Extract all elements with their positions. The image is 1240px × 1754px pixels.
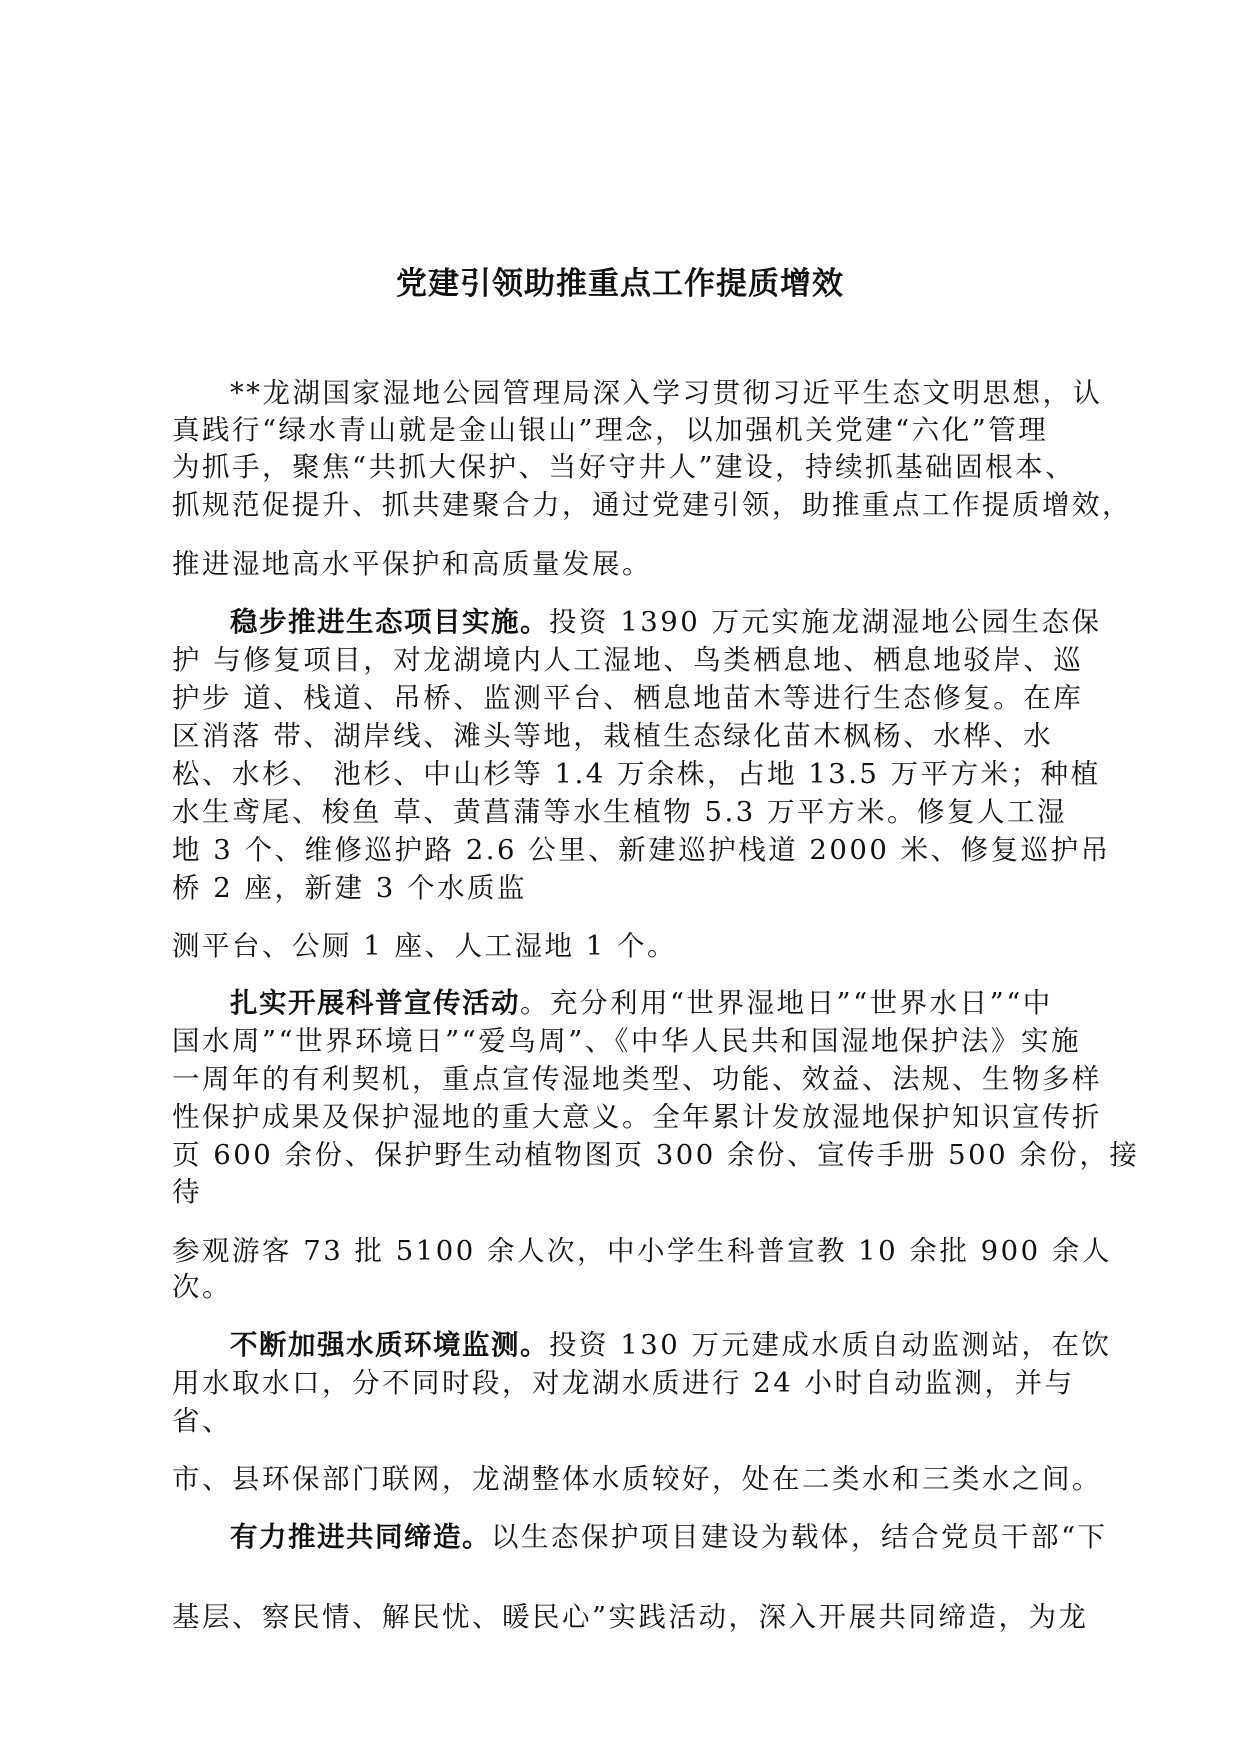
section1-line-2: 护 与修复项目，对龙湖境内人工湿地、鸟类栖息地、栖息地驳岸、巡 [172,644,1084,676]
section4-first-line [230,1520,1108,1554]
intro-line-3: 为抓手，聚焦“共抓大保护、当好守井人”建设，持续抓基础固根本、 [172,451,1076,483]
intro-line-5: 推进湿地高水平保护和高质量发展。 [172,548,652,580]
section1-line-6: 水生鸢尾、梭鱼 草、黄菖蒲等水生植物 5.3 万平方米。修复人工湿 [172,796,1067,828]
section1-line-9: 测平台、公厕 1 座、人工湿地 1 个。 [172,930,677,962]
section1-line-5: 松、水杉、 池杉、中山杉等 1.4 万余株，占地 13.5 万平方米；种植 [172,758,1101,790]
document-title: 党建引领助推重点工作提质增效 [396,266,844,302]
section4-first-line-text: 以生态保护项目建设为载体，结合党员干部“下 [491,1521,1108,1553]
section3-first-line [230,1328,1111,1362]
intro-line-1: **龙湖国家湿地公园管理局深入学习贯彻习近平生态文明思想，认 [230,377,1103,409]
section2-line-4: 性保护成果及保护湿地的重大意义。全年累计发放湿地保护知识宣传折 [172,1101,1102,1133]
section2-line-2: 国水周”“世界环境日”“爱鸟周”、《中华人民共和国湿地保护法》实施 [172,1025,1082,1057]
section1-first-line [230,605,1101,639]
section1-heading: 稳步推进生态项目实施。 [230,606,549,638]
section2-line-8: 次。 [172,1271,232,1303]
section1-line-4: 区消落 带、湖岸线、滩头等地，栽植生态绿化苗木枫杨、水桦、水 [172,720,1054,752]
intro-line-2: 真践行“绿水青山就是金山银山”理念，以加强机关党建“六化”管理 [172,414,1049,446]
section4-heading: 有力推进共同缔造。 [230,1521,491,1553]
section2-line-3: 一周年的有利契机，重点宣传湿地类型、功能、效益、法规、生物多样 [172,1063,1102,1095]
section2-heading: 扎实开展科普宣传活动 [230,987,520,1019]
section2-first-line [230,986,1053,1020]
intro-line-4: 抓规范促提升、抓共建聚合力，通过党建引领，助推重点工作提质增效， [172,489,1132,521]
section3-line-3: 省、 [172,1405,232,1437]
section3-first-line-text: 投资 130 万元建成水质自动监测站，在饮 [549,1329,1112,1361]
section3-heading: 不断加强水质环境监测。 [230,1329,549,1361]
section1-line-8: 桥 2 座，新建 3 个水质监 [172,872,527,904]
section3-line-4: 市、县环保部门联网，龙湖整体水质较好，处在二类水和三类水之间。 [172,1463,1102,1495]
section2-line-7: 参观游客 73 批 5100 余人次，中小学生科普宣教 10 余批 900 余人 [172,1235,1112,1267]
section2-line-6: 待 [172,1176,202,1208]
section2-line-5: 页 600 余份、保护野生动植物图页 300 余份、宣传手册 500 余份，接 [172,1139,1140,1171]
section4-line-2: 基层、察民情、解民忧、暖民心”实践活动，深入开展共同缔造，为龙 [172,1601,1089,1633]
section1-first-line-text: 投资 1390 万元实施龙湖湿地公园生态保 [549,606,1102,638]
section2-first-line-text: 。充分利用“世界湿地日”“世界水日”“中 [520,987,1053,1019]
section1-line-7: 地 3 个、维修巡护路 2.6 公里、新建巡护栈道 2000 米、修复巡护吊 [172,834,1111,866]
section1-line-3: 护步 道、栈道、吊桥、监测平台、栖息地苗木等进行生态修复。在库 [172,682,1084,714]
section3-line-2: 用水取水口，分不同时段，对龙湖水质进行 24 小时自动监测，并与 [172,1367,1075,1399]
